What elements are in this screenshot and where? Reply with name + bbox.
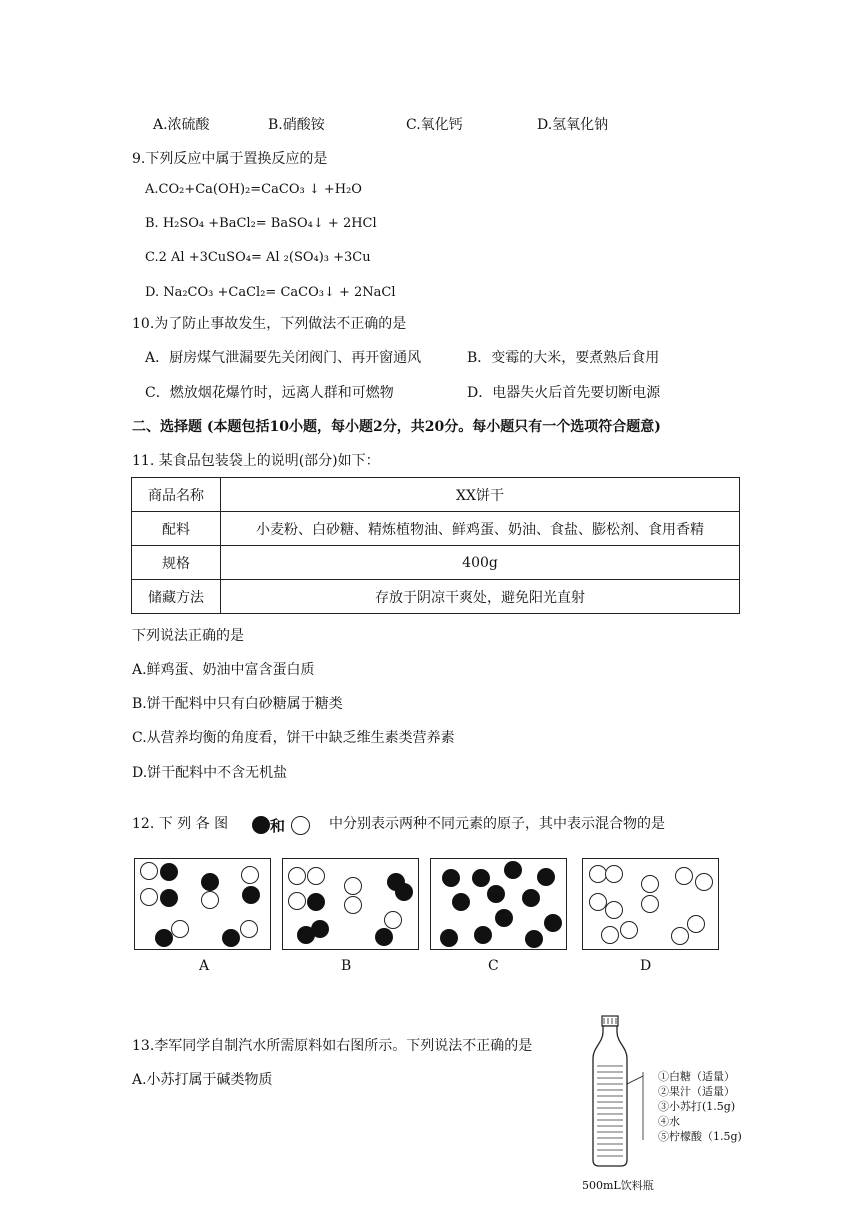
black-atom-icon: [242, 886, 260, 904]
q11-option-c: C.从营养均衡的角度看，饼干中缺乏维生素类营养素: [132, 730, 455, 746]
q12-stem-and: 和: [270, 817, 286, 835]
q9-option-c: C.2 Al +3CuSO₄= Al ₂(SO₄)₃ +3Cu: [145, 250, 371, 265]
white-atom-icon: [240, 920, 258, 938]
q13-stem: 13.李军同学自制汽水所需原料如右图所示。下列说法不正确的是: [132, 1038, 533, 1054]
ingredient-item: ④水: [658, 1115, 680, 1128]
white-atom-icon: [601, 926, 619, 944]
white-atom-icon: [241, 866, 259, 884]
white-atom-icon: [291, 816, 310, 835]
black-atom-icon: [522, 889, 540, 907]
diagram-label-d: D: [640, 958, 652, 974]
q9-option-b: B. H₂SO₄ +BaCl₂= BaSO₄↓ + 2HCl: [145, 216, 377, 231]
bottle-illustration: [585, 1014, 655, 1174]
white-atom-icon: [288, 892, 306, 910]
black-atom-icon: [474, 926, 492, 944]
q12-stem-post: 中分别表示两种不同元素的原子，其中表示混合物的是: [329, 816, 665, 832]
black-atom-icon: [160, 863, 178, 881]
black-atom-icon: [311, 920, 329, 938]
white-atom-icon: [140, 888, 158, 906]
black-atom-icon: [307, 893, 325, 911]
black-atom-icon: [487, 885, 505, 903]
black-atom-icon: [375, 928, 393, 946]
black-atom-icon: [442, 869, 460, 887]
q9-option-d: D. Na₂CO₃ +CaCl₂= CaCO₃↓ + 2NaCl: [145, 285, 396, 300]
ingredient-item: ⑤柠檬酸（1.5g): [658, 1130, 742, 1143]
q11-prompt: 下列说法正确的是: [132, 628, 244, 644]
q10-stem: 10.为了防止事故发生，下列做法不正确的是: [132, 316, 407, 332]
black-atom-icon: [537, 868, 555, 886]
white-atom-icon: [344, 896, 362, 914]
white-atom-icon: [605, 901, 623, 919]
particle-diagram-b: [282, 858, 419, 950]
q8-option-a: A.浓硫酸: [153, 117, 210, 133]
white-atom-icon: [307, 867, 325, 885]
q13-option-a: A.小苏打属于碱类物质: [132, 1072, 273, 1088]
white-atom-icon: [288, 867, 306, 885]
white-atom-icon: [641, 875, 659, 893]
table-key: 商品名称: [132, 478, 221, 512]
black-atom-icon: [452, 893, 470, 911]
q10-option-b: B．变霉的大米，要煮熟后食用: [467, 350, 660, 366]
table-row: [132, 478, 740, 512]
white-atom-icon: [171, 920, 189, 938]
table-value: 400g: [221, 546, 740, 580]
white-atom-icon: [675, 867, 693, 885]
white-atom-icon: [201, 891, 219, 909]
table-key: 储藏方法: [132, 580, 221, 614]
particle-diagram-d: [582, 858, 719, 950]
table-row: [132, 546, 740, 580]
black-atom-icon: [201, 873, 219, 891]
section-2-heading: 二、选择题 (本题包括10小题，每小题2分，共20分。每小题只有一个选项符合题意): [132, 419, 661, 435]
white-atom-icon: [695, 873, 713, 891]
diagram-label-c: C: [488, 958, 499, 974]
table-row: [132, 512, 740, 546]
black-atom-icon: [544, 914, 562, 932]
white-atom-icon: [620, 921, 638, 939]
ingredient-list: [658, 1069, 742, 1144]
q8-option-c: C.氧化钙: [406, 117, 463, 133]
black-atom-icon: [252, 816, 270, 834]
white-atom-icon: [344, 877, 362, 895]
white-atom-icon: [687, 915, 705, 933]
ingredient-item: ③小苏打(1.5g): [658, 1100, 736, 1113]
black-atom-icon: [440, 929, 458, 947]
q8-option-d: D.氢氧化钠: [537, 117, 609, 133]
diagram-label-b: B: [341, 958, 352, 974]
black-atom-icon: [395, 883, 413, 901]
particle-diagram-c: [430, 858, 567, 950]
black-atom-icon: [472, 869, 490, 887]
q10-option-c: C．燃放烟花爆竹时，远离人群和可燃物: [145, 385, 394, 401]
black-atom-icon: [160, 889, 178, 907]
q10-option-a: A．厨房煤气泄漏要先关闭阀门、再开窗通风: [145, 350, 422, 366]
black-atom-icon: [525, 930, 543, 948]
table-value: 存放于阴凉干爽处，避免阳光直射: [221, 580, 740, 614]
table-key: 规格: [132, 546, 221, 580]
q9-stem: 9.下列反应中属于置换反应的是: [132, 151, 328, 167]
black-atom-icon: [155, 929, 173, 947]
white-atom-icon: [384, 911, 402, 929]
q12-stem-pre: 12. 下 列 各 图: [132, 816, 229, 832]
table-value: XX饼干: [221, 478, 740, 512]
black-atom-icon: [495, 909, 513, 927]
diagram-label-a: A: [199, 958, 210, 974]
food-label-table: [131, 477, 740, 614]
q11-option-d: D.饼干配料中不含无机盐: [132, 765, 288, 781]
white-atom-icon: [671, 927, 689, 945]
white-atom-icon: [605, 865, 623, 883]
bottle-caption: 500mL饮料瓶: [582, 1179, 654, 1192]
white-atom-icon: [641, 895, 659, 913]
q11-stem: 11. 某食品包装袋上的说明(部分)如下：: [132, 453, 380, 469]
ingredient-item: ①白糖（适量）: [658, 1070, 735, 1083]
q8-option-b: B.硝酸铵: [268, 117, 325, 133]
q10-option-d: D．电器失火后首先要切断电源: [467, 385, 661, 401]
black-atom-icon: [504, 861, 522, 879]
ingredient-item: ②果汁（适量）: [658, 1085, 735, 1098]
table-key: 配料: [132, 512, 221, 546]
q11-option-b: B.饼干配料中只有白砂糖属于糖类: [132, 696, 343, 712]
q9-option-a: A.CO₂+Ca(OH)₂=CaCO₃ ↓ +H₂O: [145, 182, 362, 197]
q11-option-a: A.鲜鸡蛋、奶油中富含蛋白质: [132, 662, 315, 678]
particle-diagram-a: [134, 858, 271, 950]
white-atom-icon: [140, 862, 158, 880]
table-row: [132, 580, 740, 614]
table-value: 小麦粉、白砂糖、精炼植物油、鲜鸡蛋、奶油、食盐、膨松剂、食用香精: [221, 512, 740, 546]
black-atom-icon: [222, 929, 240, 947]
